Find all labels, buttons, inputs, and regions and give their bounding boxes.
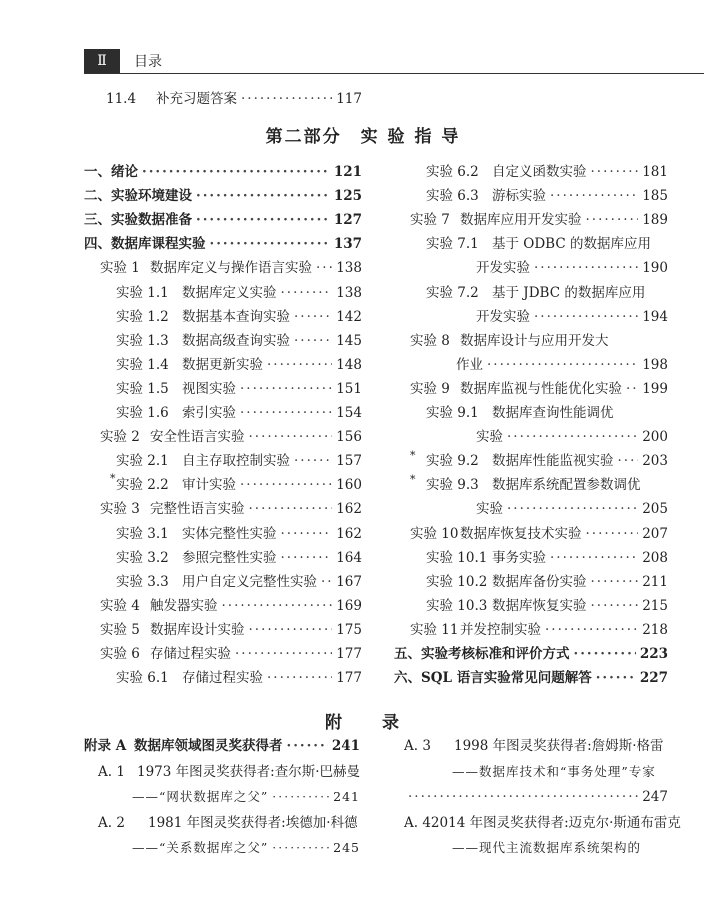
entry-label: 实体完整性实验 bbox=[182, 525, 277, 542]
entry-page: 142 bbox=[336, 308, 362, 325]
entry-label: 1998 年图灵奖获得者:詹姆斯·格雷 bbox=[454, 738, 664, 754]
entry-label: 数据库定义实验 bbox=[182, 284, 277, 301]
entry-label: 一、绪论 bbox=[84, 164, 138, 180]
entry-page: 145 bbox=[336, 332, 362, 349]
toc-entry[interactable] bbox=[100, 257, 362, 279]
entry-number: 实验 11 bbox=[410, 621, 459, 638]
entry-page: 162 bbox=[336, 501, 362, 518]
toc-entry[interactable] bbox=[426, 161, 668, 183]
toc-entry[interactable] bbox=[132, 786, 360, 808]
leader-dots bbox=[196, 185, 330, 207]
entry-label: 数据高级查询实验 bbox=[182, 332, 290, 349]
entry-label: 数据库备份实验 bbox=[492, 573, 587, 590]
header-title: 目录 bbox=[134, 54, 162, 70]
toc-entry[interactable] bbox=[410, 619, 668, 641]
entry-number: 11.4 bbox=[106, 91, 137, 107]
entry-page: 223 bbox=[639, 646, 668, 662]
entry-label: 作业 bbox=[456, 356, 483, 373]
entry-label: 用户自定义完整性实验 bbox=[182, 573, 317, 590]
toc-entry[interactable] bbox=[116, 402, 362, 424]
leader-dots bbox=[272, 837, 329, 859]
entry-number: 实验 8 bbox=[410, 332, 450, 349]
toc-entry[interactable] bbox=[116, 306, 362, 328]
toc-entry[interactable] bbox=[116, 667, 362, 689]
toc-entry[interactable] bbox=[410, 330, 668, 352]
entry-page: 160 bbox=[336, 477, 362, 494]
toc-entry[interactable] bbox=[426, 547, 668, 569]
leader-dots bbox=[487, 354, 638, 376]
entry-number: 实验 1 bbox=[100, 260, 140, 277]
entry-label: 1973 年图灵奖获得者:查尔斯·巴赫曼 bbox=[137, 763, 360, 780]
entry-page: 151 bbox=[336, 380, 362, 397]
entry-page: 207 bbox=[642, 525, 668, 542]
entry-number: 实验 2.2 bbox=[116, 477, 169, 494]
entry-page: 200 bbox=[642, 429, 668, 446]
entry-label: 数据库恢复实验 bbox=[492, 597, 587, 614]
toc-entry[interactable] bbox=[84, 735, 360, 757]
leader-dots bbox=[591, 595, 639, 617]
entry-page: 241 bbox=[333, 789, 360, 804]
entry-number: 实验 1.4 bbox=[116, 356, 169, 373]
entry-number: 实验 9.2 bbox=[426, 453, 479, 470]
leader-dots bbox=[596, 667, 636, 689]
entry-label: 数据库监视与性能优化实验 bbox=[460, 380, 622, 397]
toc-entry[interactable] bbox=[116, 330, 362, 352]
entry-label: 自主存取控制实验 bbox=[182, 453, 290, 470]
entry-label: 存储过程实验 bbox=[182, 670, 263, 687]
toc-entry[interactable] bbox=[426, 450, 668, 472]
toc-entry[interactable] bbox=[476, 306, 668, 328]
leader-dots bbox=[210, 233, 330, 255]
entry-number: 实验 10.3 bbox=[426, 597, 488, 614]
toc-entry[interactable] bbox=[84, 233, 362, 255]
toc-entry[interactable] bbox=[84, 185, 362, 207]
entry-label: 四、数据库课程实验 bbox=[84, 236, 206, 253]
entry-label: 数据库定义与操作语言实验 bbox=[150, 260, 312, 277]
entry-number: 实验 7 bbox=[410, 212, 450, 229]
entry-number: A. 3 bbox=[404, 738, 431, 754]
leader-dots bbox=[267, 354, 332, 376]
toc-entry[interactable] bbox=[116, 354, 362, 376]
toc-entry[interactable] bbox=[100, 643, 362, 665]
toc-entry[interactable] bbox=[116, 378, 362, 400]
page-number: Ⅱ bbox=[84, 49, 120, 73]
toc-entry[interactable] bbox=[116, 282, 362, 304]
toc-entry[interactable] bbox=[116, 571, 362, 593]
entry-label: 五、实验考核标准和评价方式 bbox=[394, 646, 570, 662]
toc-entry[interactable] bbox=[100, 619, 362, 641]
entry-number: 实验 9 bbox=[410, 380, 450, 397]
entry-label: 游标实验 bbox=[492, 188, 546, 205]
entry-number: 附录 A bbox=[84, 738, 127, 754]
toc-entry[interactable] bbox=[404, 812, 681, 834]
entry-page: 198 bbox=[642, 356, 668, 373]
leader-dots bbox=[618, 450, 639, 472]
entry-label: 数据库领域图灵奖获得者 bbox=[134, 738, 283, 754]
entry-page: 211 bbox=[642, 573, 668, 590]
toc-entry[interactable] bbox=[456, 354, 668, 376]
entry-number: 实验 3.1 bbox=[116, 525, 169, 542]
entry-page: 203 bbox=[642, 453, 668, 470]
toc-entry[interactable] bbox=[426, 282, 668, 304]
toc-entry[interactable] bbox=[84, 209, 362, 231]
entry-page: 162 bbox=[336, 525, 362, 542]
leader-dots bbox=[574, 643, 636, 665]
entry-number: 实验 3.2 bbox=[116, 549, 169, 566]
entry-number: 实验 6.3 bbox=[426, 188, 479, 205]
entry-page: 247 bbox=[642, 789, 668, 805]
leader-dots bbox=[281, 282, 333, 304]
entry-label: 六、SQL 语言实验常见问题解答 bbox=[394, 670, 592, 687]
entry-label: 基于 ODBC 的数据库应用 bbox=[492, 236, 651, 253]
entry-page: 175 bbox=[336, 621, 362, 638]
toc-entry[interactable] bbox=[476, 498, 668, 520]
entry-number: 实验 9.1 bbox=[426, 405, 479, 421]
entry-page: 177 bbox=[336, 646, 362, 662]
leader-dots bbox=[249, 426, 333, 448]
leader-dots bbox=[287, 735, 328, 757]
header-rule bbox=[84, 73, 704, 74]
entry-label: 自定义函数实验 bbox=[492, 164, 587, 180]
leader-dots bbox=[240, 378, 332, 400]
toc-entry[interactable] bbox=[132, 837, 360, 859]
leader-dots bbox=[294, 450, 332, 472]
entry-page: 241 bbox=[331, 738, 360, 754]
entry-page: 137 bbox=[333, 236, 362, 253]
toc-entry[interactable] bbox=[410, 209, 668, 231]
entry-page: 125 bbox=[333, 188, 362, 205]
entry-label: ——“网状数据库之父” bbox=[132, 789, 269, 804]
entry-label: 安全性语言实验 bbox=[150, 429, 245, 446]
entry-label: 开发实验 bbox=[476, 308, 530, 325]
leader-dots bbox=[294, 330, 332, 352]
entry-label: 参照完整性实验 bbox=[182, 549, 277, 566]
leader-dots bbox=[281, 523, 333, 545]
entry-page: 157 bbox=[336, 453, 362, 470]
entry-label: 二、实验环境建设 bbox=[84, 188, 192, 205]
entry-number: 实验 1.3 bbox=[116, 332, 169, 349]
toc-entry[interactable] bbox=[116, 523, 362, 545]
entry-page: 164 bbox=[336, 549, 362, 566]
leader-dots bbox=[196, 209, 330, 231]
entry-label: 索引实验 bbox=[182, 405, 236, 421]
leader-dots bbox=[267, 667, 332, 689]
leader-dots bbox=[626, 378, 638, 400]
entry-label: 数据库设计与应用开发大 bbox=[460, 332, 609, 349]
toc-entry[interactable] bbox=[394, 643, 668, 665]
entry-page: 177 bbox=[336, 670, 362, 687]
entry-label: 实验 bbox=[476, 429, 503, 446]
running-header bbox=[84, 49, 704, 73]
toc-entry[interactable] bbox=[426, 474, 668, 496]
toc-entry[interactable] bbox=[476, 257, 668, 279]
entry-label: 审计实验 bbox=[182, 477, 236, 494]
leader-dots bbox=[281, 547, 333, 569]
entry-page: 194 bbox=[642, 308, 668, 325]
entry-label: 数据库应用开发实验 bbox=[460, 212, 582, 229]
entry-label: 事务实验 bbox=[492, 549, 546, 566]
leader-dots bbox=[550, 185, 638, 207]
leader-dots bbox=[507, 426, 638, 448]
leader-dots bbox=[241, 88, 332, 110]
leader-dots bbox=[586, 209, 639, 231]
toc-entry[interactable] bbox=[410, 523, 668, 545]
leader-dots bbox=[249, 498, 333, 520]
leader-dots bbox=[316, 257, 332, 279]
leader-dots bbox=[249, 619, 333, 641]
leader-dots bbox=[321, 571, 332, 593]
entry-number: 实验 6.1 bbox=[116, 670, 169, 687]
optional-mark: * bbox=[110, 472, 116, 485]
leader-dots bbox=[142, 161, 330, 183]
entry-number: 实验 1.5 bbox=[116, 380, 169, 397]
entry-page: 190 bbox=[642, 260, 668, 277]
toc-entry[interactable] bbox=[100, 498, 362, 520]
entry-label: 触发器实验 bbox=[150, 597, 218, 614]
toc-entry[interactable] bbox=[410, 378, 668, 400]
entry-label: 数据基本查询实验 bbox=[182, 308, 290, 325]
toc-entry[interactable] bbox=[100, 426, 362, 448]
entry-number: 实验 4 bbox=[100, 597, 140, 614]
entry-page: 181 bbox=[642, 164, 668, 180]
entry-label: 数据库设计实验 bbox=[150, 621, 245, 638]
entry-number: 实验 6.2 bbox=[426, 164, 479, 180]
toc-entry[interactable] bbox=[98, 761, 360, 783]
entry-label: 数据库性能监视实验 bbox=[492, 453, 614, 470]
entry-number: 实验 3 bbox=[100, 501, 140, 518]
entry-number: 实验 2.1 bbox=[116, 453, 169, 470]
entry-number: 实验 2 bbox=[100, 429, 140, 446]
toc-entry[interactable] bbox=[394, 667, 668, 689]
entry-label: 补充习题答案 bbox=[156, 91, 237, 107]
leader-dots bbox=[507, 498, 638, 520]
toc-entry[interactable] bbox=[116, 450, 362, 472]
entry-label: 视图实验 bbox=[182, 380, 236, 397]
entry-number: 实验 1.1 bbox=[116, 284, 169, 301]
entry-label: 实验 bbox=[476, 501, 503, 518]
entry-number: 实验 5 bbox=[100, 621, 140, 638]
toc-entry[interactable] bbox=[116, 474, 362, 496]
toc-entry[interactable] bbox=[404, 735, 668, 757]
entry-number: A. 2 bbox=[98, 814, 125, 831]
leader-dots bbox=[550, 547, 638, 569]
entry-number: 实验 10 bbox=[410, 525, 459, 542]
leader-dots bbox=[272, 786, 329, 808]
entry-label: 数据更新实验 bbox=[182, 356, 263, 373]
entry-number: A. 4 bbox=[404, 814, 431, 831]
leader-dots bbox=[586, 523, 639, 545]
toc-entry[interactable] bbox=[100, 595, 362, 617]
entry-page: 138 bbox=[336, 284, 362, 301]
leader-dots bbox=[294, 306, 332, 328]
entry-number: 实验 9.3 bbox=[426, 477, 479, 494]
toc-entry[interactable] bbox=[98, 812, 360, 834]
entry-page: 227 bbox=[639, 670, 668, 687]
entry-page: 189 bbox=[642, 212, 668, 229]
toc-entry[interactable] bbox=[426, 595, 668, 617]
optional-mark: * bbox=[410, 449, 416, 462]
appendix-title: 附 录 bbox=[325, 713, 401, 733]
toc-entry[interactable] bbox=[426, 233, 668, 255]
optional-mark: * bbox=[410, 473, 416, 486]
entry-number: 实验 10.2 bbox=[426, 573, 488, 590]
entry-page: 148 bbox=[336, 356, 362, 373]
entry-page: 208 bbox=[642, 549, 668, 566]
toc-entry[interactable] bbox=[452, 837, 668, 859]
leader-dots bbox=[222, 595, 333, 617]
toc-entry[interactable] bbox=[426, 402, 668, 424]
entry-page: 218 bbox=[642, 621, 668, 638]
entry-page: 156 bbox=[336, 429, 362, 446]
entry-label: 1981 年图灵奖获得者:埃德加·科德 bbox=[148, 814, 358, 831]
entry-page: 199 bbox=[642, 380, 668, 397]
entry-label: 数据库恢复技术实验 bbox=[460, 525, 582, 542]
entry-page: 117 bbox=[336, 91, 362, 107]
entry-number: 实验 3.3 bbox=[116, 573, 169, 590]
toc-entry[interactable] bbox=[404, 786, 668, 808]
part-title: 第二部分 实 验 指 导 bbox=[265, 127, 461, 147]
entry-page: 215 bbox=[642, 597, 668, 614]
entry-label: ——现代主流数据库系统架构的 bbox=[452, 840, 642, 855]
toc-entry[interactable] bbox=[452, 761, 668, 783]
entry-label: 基于 JDBC 的数据库应用 bbox=[492, 284, 646, 301]
entry-page: 121 bbox=[333, 164, 362, 180]
toc-entry[interactable] bbox=[106, 88, 362, 110]
entry-number: 实验 7.2 bbox=[426, 284, 479, 301]
entry-number: 实验 10.1 bbox=[426, 549, 488, 566]
toc-entry[interactable] bbox=[476, 426, 668, 448]
entry-page: 138 bbox=[336, 260, 362, 277]
toc-entry[interactable] bbox=[426, 185, 668, 207]
entry-label: ——“关系数据库之父” bbox=[132, 840, 269, 855]
leader-dots bbox=[534, 306, 638, 328]
entry-label: 并发控制实验 bbox=[460, 621, 541, 638]
entry-page: 127 bbox=[333, 212, 362, 229]
leader-dots bbox=[545, 619, 638, 641]
toc-entry[interactable] bbox=[116, 547, 362, 569]
leader-dots bbox=[591, 571, 639, 593]
entry-label: ——数据库技术和“事务处理”专家 bbox=[452, 763, 656, 779]
entry-page: 185 bbox=[642, 188, 668, 205]
toc-entry[interactable] bbox=[84, 161, 362, 183]
entry-label: 数据库系统配置参数调优 bbox=[492, 477, 641, 494]
entry-label: 2014 年图灵奖获得者:迈克尔·斯通布雷克 bbox=[430, 814, 681, 831]
entry-number: A. 1 bbox=[98, 763, 125, 780]
leader-dots bbox=[591, 161, 639, 183]
leader-dots bbox=[408, 786, 638, 808]
leader-dots bbox=[534, 257, 638, 279]
entry-number: 实验 6 bbox=[100, 646, 140, 662]
toc-entry[interactable] bbox=[426, 571, 668, 593]
entry-page: 245 bbox=[333, 840, 360, 855]
entry-number: 实验 7.1 bbox=[426, 236, 479, 253]
entry-label: 三、实验数据准备 bbox=[84, 212, 192, 229]
entry-page: 169 bbox=[336, 597, 362, 614]
entry-page: 205 bbox=[642, 501, 668, 518]
entry-page: 167 bbox=[336, 573, 362, 590]
entry-number: 实验 1.6 bbox=[116, 405, 169, 421]
leader-dots bbox=[235, 643, 332, 665]
entry-number: 实验 1.2 bbox=[116, 308, 169, 325]
entry-label: 存储过程实验 bbox=[150, 646, 231, 662]
entry-label: 开发实验 bbox=[476, 260, 530, 277]
entry-label: 完整性语言实验 bbox=[150, 501, 245, 518]
entry-label: 数据库查询性能调优 bbox=[492, 405, 614, 421]
entry-page: 154 bbox=[336, 405, 362, 421]
leader-dots bbox=[240, 474, 332, 496]
leader-dots bbox=[240, 402, 332, 424]
